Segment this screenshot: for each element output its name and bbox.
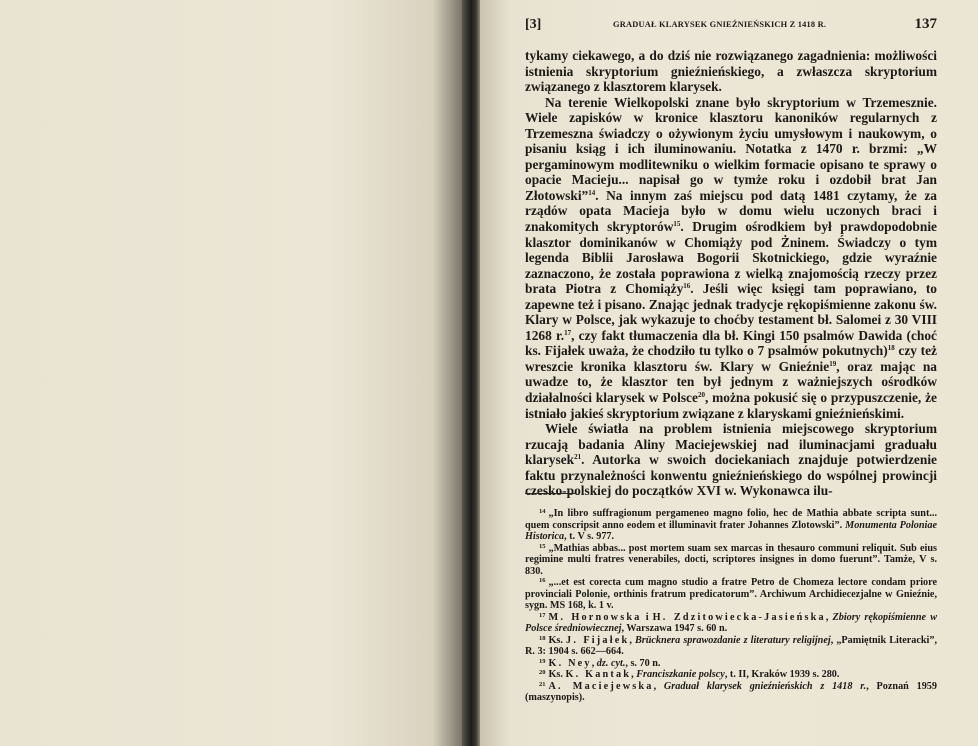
footnote-reference: 19	[829, 359, 837, 368]
footnote-reference: 21	[574, 453, 582, 462]
author-name: J. Fijałek	[566, 634, 630, 646]
footnote-number: 18	[539, 634, 546, 642]
running-title: GRADUAŁ KLARYSEK GNIEŹNIEŃSKICH Z 1418 R.	[613, 20, 827, 29]
author-name: K. Ney	[548, 657, 592, 669]
footnote	[525, 658, 937, 670]
footnote-reference: 16	[683, 282, 691, 291]
text-run: ,	[629, 634, 635, 646]
text-run: ,	[825, 611, 833, 623]
left-blank-page	[0, 0, 470, 746]
italic-title: Franciszkanie polscy	[636, 669, 725, 680]
author-name: H. Zdzitowiecka-Jasieńska	[652, 611, 826, 623]
text-run: , oraz mając na uwadze to, że klasztor ten był jednym z ważniejszych ośrodków działalności klarysek w Polsce	[525, 358, 937, 406]
text-run: , czy fakt tłumaczenia dla bł. Kingi 150 psalmów Dawida (choć ks. Fijałek uważa, że chodziło tu tylko o 7 psalmów pokutnych)	[525, 327, 937, 359]
footnote	[525, 577, 937, 612]
footnote-number: 14	[539, 508, 546, 515]
footnote	[525, 669, 937, 681]
text-run: , t. V s. 977.	[564, 531, 615, 542]
footnote-number: 21	[539, 680, 546, 688]
author-name: K. Kantak	[565, 669, 632, 680]
text-run: , t. II, Kraków 1939 s. 280.	[724, 669, 840, 680]
text-run: , s. 70 n.	[625, 657, 661, 669]
text-run: Na terenie Wielkopolski znane było skryptorium w Trzemesznie. Wiele zapisków w kronice klasztoru kanoników regularnych z Trzemeszna świadczy o ożywionym życiu umysłowym i naukowym, o pisaniu ksiąg i ich iluminowaniu. Notatka z 1470 r. brzmi: „W pergaminowym modlitewniku o wielkim formacie opisano te sprawy o opacie Macieju... napisał go w tymże roku i ozdobił brat Jan Złotowski”	[525, 94, 937, 203]
text-run: , można pokusić się o przypuszczenie, że istniało jakieś skryptorium związane z klaryskami gnieźnieńskimi.	[525, 390, 937, 421]
italic-title: Brücknera sprawozdanie z literatury religijnej	[634, 634, 831, 646]
footnote-reference: 17	[564, 328, 572, 337]
body-text	[525, 48, 937, 499]
italic-title: Graduał klarysek gnieźnieńskich z 1418 r.	[663, 680, 867, 692]
text-run: Wiele światła na problem istnienia miejscowego skryptorium rzucają badania Aliny Maciejewskiej nad iluminacjami graduału klarysek	[525, 421, 937, 468]
section-number: [3]	[525, 17, 542, 32]
text-run: „Mathias abbas... post mortem suam sex marcas in thesauro communi reliquit. Sub eius regimine multi fratres venerabiles, docti, scriptores insignes in domo fuerunt”. Tamże, V s. 830.	[525, 542, 937, 577]
footnote	[525, 681, 937, 704]
footnote-reference: 15	[673, 220, 681, 229]
footnote	[525, 543, 937, 578]
footnote	[525, 635, 937, 658]
footnote-separator	[525, 493, 575, 494]
text-run: ,	[653, 680, 664, 692]
text-run: , Poznań 1959 (maszynopis).	[525, 680, 937, 703]
book-gutter	[462, 0, 482, 746]
italic-title: Monumenta Poloniae Historica	[525, 519, 937, 542]
text-run: Ks.	[548, 634, 567, 646]
text-run: czy też wreszcie kronika klasztoru św. Klary w Gnieźnie	[525, 343, 937, 374]
italic-title: Zbiory rękopiśmienne w Polsce średniowiecznej	[525, 611, 937, 634]
text-run: ,	[631, 669, 637, 680]
footnote-reference: 20	[697, 391, 705, 400]
author-name: M. Hornowska	[548, 611, 642, 623]
author-name: A. Maciejewska	[548, 680, 654, 692]
text-run: . Autorka w swoich dociekaniach znajduje potwierdzenie faktu przynależności konwentu gnieźnieńskiego do wspólnej prowincji czesko-polskiej do początków XVI w. Wykonawca ilu-	[525, 452, 937, 499]
page-number: 137	[914, 16, 937, 32]
text-run: , „Pamiętnik Literacki”, R. 3: 1904 s. 662—664.	[525, 634, 938, 657]
text-run: i	[641, 611, 653, 623]
footnote-number: 20	[539, 669, 546, 676]
italic-title: dz. cyt.	[596, 657, 626, 669]
text-run: Ks.	[548, 669, 566, 680]
footnote-number: 16	[539, 577, 546, 584]
paragraph	[525, 421, 937, 499]
paragraph	[525, 48, 937, 95]
text-run: „...et est corecta cum magno studio a fratre Petro de Chomeza lectore condam priore provinciali Polonie, orthinis fratrum predicatorum”. Archiwum Archidiecezjalne w Gnieźnie, sygn. MS 168, k. 1 v.	[525, 577, 937, 611]
footnote-reference: 14	[588, 188, 596, 197]
paragraph	[525, 95, 937, 421]
text-run: ,	[591, 657, 597, 669]
footnote-number: 15	[539, 542, 546, 550]
text-run: „In libro suffragionum pergameneo magno folio, hec de Mathia abbate scripta sunt... quem conscripsit anno eodem et illuminavit frater Johannes Zlotowski”.	[525, 508, 937, 531]
footnote-number: 19	[539, 657, 546, 665]
footnote	[525, 612, 937, 635]
footnote-number: 17	[539, 611, 546, 619]
text-run: . Na innym zaś miejscu pod datą 1481 czytamy, że za rządów opata Macieja było w domu wielu uczonych braci i znakomitych skryptorów	[525, 187, 937, 235]
footnote-reference: 18	[887, 344, 895, 353]
text-run: , Warszawa 1947 s. 60 n.	[621, 623, 728, 634]
text-run: tykamy ciekawego, a do dziś nie rozwiązanego zagadnienia: możliwości istnienia skryptorium gnieźnieńskiego, a zwłaszcza skryptorium związanego z klasztorem klarysek.	[525, 48, 937, 95]
footnotes	[525, 508, 937, 704]
text-run: . Jeśli więc księgi tam poprawiano, to zapewne też i pisano. Znając jednak tradycje rękopiśmienne zakonu św. Klary w Polsce, jak wykazuje to choćby testament bł. Salomei z 30 VIII 1268 r.	[525, 281, 937, 343]
text-run: . Drugim ośrodkiem był prawdopodobnie klasztor dominikanów w Chomiąży pod Żninem. Świadczy o tym legenda Biblii Jarosława Bogorii Skotnickiego, gdzie wyraźnie zaznaczono, że została poprawiona z wielką znajomością rzeczy przez brata Piotra z Chomiąży	[525, 219, 937, 297]
running-header	[525, 17, 937, 33]
footnote	[525, 508, 937, 543]
